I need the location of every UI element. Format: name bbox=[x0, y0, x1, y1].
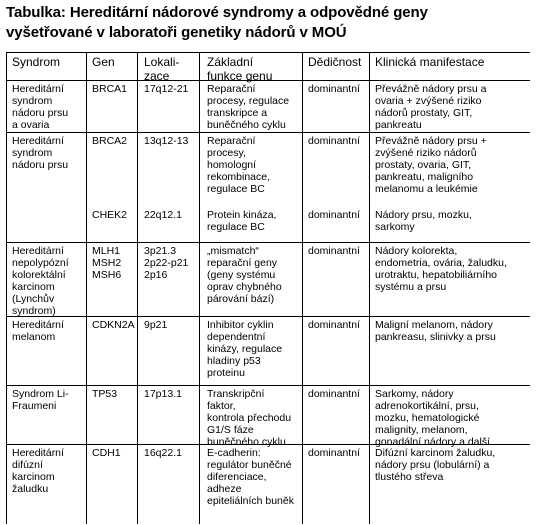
cell-funkce: „mismatch“ reparační geny (geny systému oprav chybného párování bází) bbox=[207, 245, 282, 305]
header-manifestace: Klinická manifestace bbox=[375, 55, 485, 69]
cell-manifestace: Sarkomy, nádory adrenokortikální, prsu, mozku, hematologické malignity, melanom, gonadální nádory a další bbox=[375, 388, 491, 448]
cell-syndrom: Hereditární syndrom nádoru prsu a ovaria bbox=[12, 83, 69, 131]
row-divider bbox=[6, 316, 530, 317]
header-syndrom: Syndrom bbox=[12, 55, 61, 69]
cell-funkce: Transkripční faktor, kontrola přechodu G1/S fáze buněčného cyklu bbox=[207, 388, 292, 448]
cell-lokalizace: 22q12.1 bbox=[144, 209, 182, 221]
cell-dedicnost: dominantní bbox=[308, 135, 360, 147]
column-divider bbox=[302, 52, 303, 524]
cell-syndrom: Hereditární difúzní karcinom žaludku bbox=[12, 447, 64, 495]
cell-lokalizace: 9p21 bbox=[144, 319, 168, 331]
cell-funkce: Reparační procesy, regulace transkripce a buněčného cyklu bbox=[207, 83, 290, 131]
cell-gen: CHEK2 bbox=[92, 209, 128, 221]
row-divider bbox=[6, 385, 530, 386]
column-divider bbox=[86, 52, 87, 524]
cell-funkce: Reparační procesy, homologní rekombinace, regulace BC bbox=[207, 135, 271, 195]
cell-gen: MLH1 MSH2 MSH6 bbox=[92, 245, 122, 281]
title-line-2: vyšetřované v laboratoři genetiky nádorů v MOÚ bbox=[6, 24, 347, 41]
cell-dedicnost: dominantní bbox=[308, 447, 360, 459]
page-title bbox=[6, 3, 532, 43]
table-border-top bbox=[6, 52, 530, 53]
cell-gen: TP53 bbox=[92, 388, 118, 400]
cell-lokalizace: 16q22.1 bbox=[144, 447, 182, 459]
cell-syndrom: Hereditární melanom bbox=[12, 319, 64, 343]
cell-gen: CDKN2A bbox=[92, 319, 135, 331]
cell-gen: BRCA1 bbox=[92, 83, 128, 95]
column-divider bbox=[199, 52, 200, 524]
cell-lokalizace: 13q12-13 bbox=[144, 135, 189, 147]
header-dedicnost: Dědičnost bbox=[308, 55, 362, 69]
cell-manifestace: Nádory kolorekta, endometria, ovária, žaludku, urotraktu, hepatobiliárního systému a prsu bbox=[375, 245, 507, 293]
cell-syndrom: Hereditární nepolypózní kolorektální karcinom (Lynchův syndrom) bbox=[12, 245, 69, 317]
header-gen: Gen bbox=[92, 55, 115, 69]
column-divider bbox=[369, 52, 370, 524]
cell-manifestace: Převážně nádory prsu + zvýšené riziko nádorů prostaty, ovaria, GIT, pankreatu, maligního melanomu a leukémie bbox=[375, 135, 487, 195]
row-divider bbox=[6, 242, 530, 243]
cell-syndrom: Hereditární syndrom nádoru prsu bbox=[12, 135, 69, 171]
cell-dedicnost: dominantní bbox=[308, 209, 360, 221]
row-divider bbox=[6, 132, 530, 133]
cell-gen: CDH1 bbox=[92, 447, 121, 459]
cell-gen: BRCA2 bbox=[92, 135, 128, 147]
cell-dedicnost: dominantní bbox=[308, 319, 360, 331]
column-divider bbox=[6, 52, 7, 524]
syndrome-table bbox=[6, 52, 530, 524]
cell-funkce: E-cadherin: regulátor buněčné diferenciace, adheze epiteliálních buněk bbox=[207, 447, 294, 507]
header-funkce: Základní funkce genu bbox=[207, 55, 273, 83]
cell-manifestace: Maligní melanom, nádory pankreasu, slinivky a prsu bbox=[375, 319, 496, 343]
cell-dedicnost: dominantní bbox=[308, 388, 360, 400]
cell-manifestace: Převážně nádory prsu a ovaria + zvýšené riziko nádorů prostaty, GIT, pankreatu bbox=[375, 83, 487, 131]
title-line-1: Tabulka: Hereditární nádorové syndromy a odpovědné geny bbox=[6, 4, 428, 21]
cell-lokalizace: 3p21.3 2p22-p21 2p16 bbox=[144, 245, 189, 281]
column-divider bbox=[137, 52, 138, 524]
header-lokalizace: Lokali- zace bbox=[144, 55, 180, 83]
cell-syndrom: Syndrom Li- Fraumeni bbox=[12, 388, 69, 412]
cell-manifestace: Difúzní karcinom žaludku, nádory prsu (lobulární) a tlustého střeva bbox=[375, 447, 496, 483]
cell-dedicnost: dominantní bbox=[308, 245, 360, 257]
cell-lokalizace: 17q12-21 bbox=[144, 83, 189, 95]
cell-lokalizace: 17p13.1 bbox=[144, 388, 182, 400]
cell-funkce: Protein kináza, regulace BC bbox=[207, 209, 277, 233]
cell-dedicnost: dominantní bbox=[308, 83, 360, 95]
cell-funkce: Inhibitor cyklin dependentní kinázy, regulace hladiny p53 proteinu bbox=[207, 319, 283, 379]
cell-manifestace: Nádory prsu, mozku, sarkomy bbox=[375, 209, 472, 233]
